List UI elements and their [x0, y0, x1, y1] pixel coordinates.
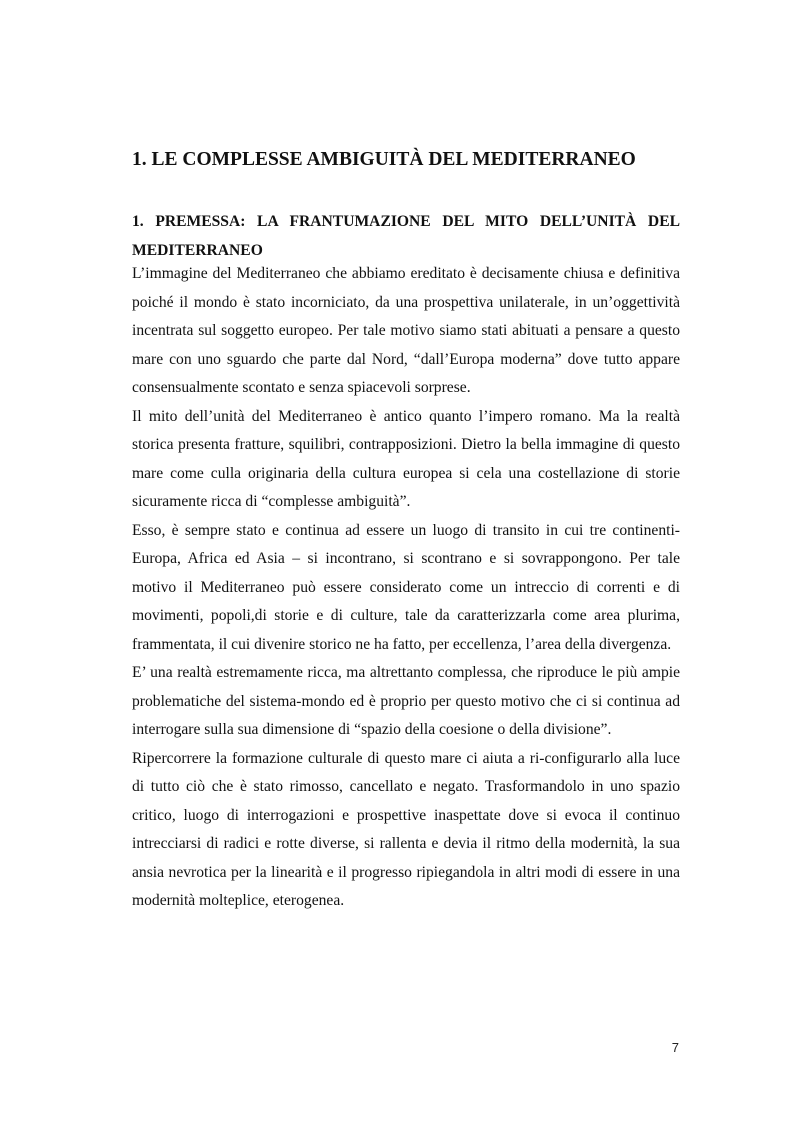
paragraph: Il mito dell’unità del Mediterraneo è antico quanto l’impero romano. Ma la realtà storica presenta fratture, squilibri, contrapposizioni. Dietro la bella immagine di questo mare come culla originaria della cultura europea si cela una costellazione di storie sicuramente ricca di “complesse ambiguità”.	[132, 407, 680, 510]
paragraph: E’ una realtà estremamente ricca, ma altrettanto complessa, che riproduce le più ampie problematiche del sistema-mondo ed è proprio per questo motivo che ci si continua ad interrogare sulla sua dimensione di “spazio della coesione o della divisione”.	[132, 664, 680, 738]
paragraph: Ripercorrere la formazione culturale di questo mare ci aiuta a ri-configurarlo alla luce di tutto ciò che è stato rimosso, cancellato e negato. Trasformandolo in uno spazio critico, luogo di interrogazioni e prospettive inaspettate dove si evoca il continuo intrecciarsi di radici e rotte diverse, si rallenta e devia il ritmo della modernità, la sua ansia nevrotica per la linearità e il progresso ripiegandola in altri modi di essere in una modernità molteplice, eterogenea.	[132, 749, 680, 909]
page-number: 7	[671, 1040, 679, 1055]
chapter-title: 1. LE COMPLESSE AMBIGUITÀ DEL MEDITERRANEO	[132, 149, 636, 170]
body-text	[132, 260, 680, 916]
paragraph: L’immagine del Mediterraneo che abbiamo ereditato è decisamente chiusa e definitiva poiché il mondo è stato incorniciato, da una prospettiva unilaterale, in un’oggettività incentrata sul soggetto europeo. Per tale motivo siamo stati abituati a pensare a questo mare con uno sguardo che parte dal Nord, “dall’Europa moderna” dove tutto appare consensualmente scontato e senza spiacevoli sorprese.	[132, 265, 680, 396]
section-heading: 1. PREMESSA: LA FRANTUMAZIONE DEL MITO DELL’UNITÀ DEL MEDITERRANEO	[132, 213, 680, 259]
paragraph: Esso, è sempre stato e continua ad essere un luogo di transito in cui tre continenti- Europa, Africa ed Asia – si incontrano, si scontrano e si sovrappongono. Per tale motivo il Mediterraneo può essere considerato come un intreccio di correnti e di movimenti, popoli,di storie e di culture, tale da caratterizzarla come area plurima, frammentata, il cui divenire storico ne ha fatto, per eccellenza, l’area della divergenza.	[132, 521, 680, 653]
